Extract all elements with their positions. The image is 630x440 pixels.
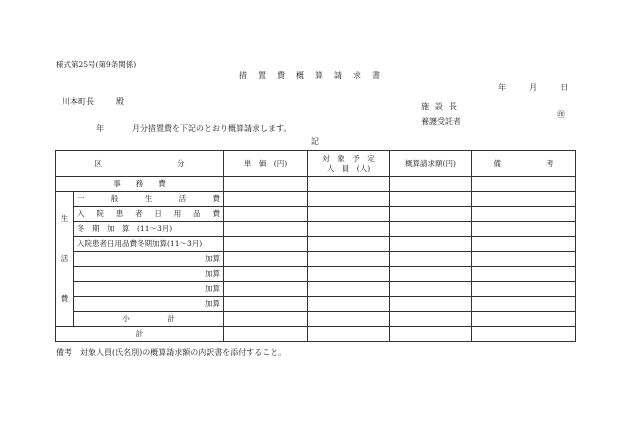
row-label-kasan: 加算 xyxy=(74,267,224,282)
request-table xyxy=(55,150,576,342)
header-amount: 概算請求額(円) xyxy=(390,151,472,177)
cell-remarks[interactable] xyxy=(472,192,576,207)
cell-amount[interactable] xyxy=(390,312,472,327)
table-row xyxy=(56,312,576,327)
table-row xyxy=(56,237,576,252)
date-day: 日 xyxy=(560,83,569,92)
cell-amount[interactable] xyxy=(390,297,472,312)
cell-remarks[interactable] xyxy=(472,222,576,237)
cell-unit-price[interactable] xyxy=(224,327,308,342)
seal-mark: ㊞ xyxy=(557,110,565,119)
cell-remarks[interactable] xyxy=(472,282,576,297)
date-month: 月 xyxy=(529,83,538,92)
table-row xyxy=(56,192,576,207)
row-label-total: 計 xyxy=(56,327,224,342)
cell-amount[interactable] xyxy=(390,327,472,342)
date-year: 年 xyxy=(498,83,506,92)
cell-amount[interactable] xyxy=(390,237,472,252)
table-row xyxy=(56,282,576,297)
table-row xyxy=(56,222,576,237)
cell-amount[interactable] xyxy=(390,207,472,222)
cell-unit-price[interactable] xyxy=(224,192,308,207)
date-line xyxy=(498,83,568,93)
table-row xyxy=(56,267,576,282)
header-persons-line2: 人 員 (人) xyxy=(326,163,371,173)
cell-unit-price[interactable] xyxy=(224,177,308,192)
addressee-honorific: 殿 xyxy=(116,97,124,106)
cell-persons[interactable] xyxy=(308,207,390,222)
request-text: 月分措置費を下記のとおり概算請求します。 xyxy=(132,124,292,133)
cell-unit-price[interactable] xyxy=(224,282,308,297)
table-row xyxy=(56,177,576,192)
cell-persons[interactable] xyxy=(308,222,390,237)
cell-remarks[interactable] xyxy=(472,327,576,342)
cell-remarks[interactable] xyxy=(472,252,576,267)
cell-persons[interactable] xyxy=(308,312,390,327)
facility-head-label: 施設長 xyxy=(421,102,463,111)
cell-amount[interactable] xyxy=(390,222,472,237)
cell-persons[interactable] xyxy=(308,297,390,312)
cell-persons[interactable] xyxy=(308,192,390,207)
cell-persons[interactable] xyxy=(308,252,390,267)
cell-unit-price[interactable] xyxy=(224,222,308,237)
row-label-kasan: 加算 xyxy=(74,297,224,312)
cell-unit-price[interactable] xyxy=(224,267,308,282)
cell-unit-price[interactable] xyxy=(224,297,308,312)
row-label-jimuhi: 事 務 費 xyxy=(56,177,224,192)
row-label-ippan: 一 般 生 活 費 xyxy=(74,192,224,207)
header-remarks: 備 考 xyxy=(472,151,576,177)
header-persons-line1: 対 象 予 定 xyxy=(322,153,375,163)
table-row xyxy=(56,297,576,312)
cell-remarks[interactable] xyxy=(472,267,576,282)
cell-amount[interactable] xyxy=(390,267,472,282)
seikatsu-char-1: 生 xyxy=(60,214,69,223)
table-header-row xyxy=(56,151,576,177)
cell-remarks[interactable] xyxy=(472,177,576,192)
row-label-nyuin-toki: 入院患者日用品費冬期加算(11～3月) xyxy=(74,237,224,252)
ki-label: 記 xyxy=(311,137,319,146)
cell-unit-price[interactable] xyxy=(224,312,308,327)
request-line xyxy=(96,124,291,134)
table-row xyxy=(56,252,576,267)
addressee-name: 川本町長 xyxy=(62,97,94,106)
header-unit-price: 単 価 (円) xyxy=(224,151,308,177)
cell-persons[interactable] xyxy=(308,267,390,282)
cell-amount[interactable] xyxy=(390,252,472,267)
footnote: 備考 対象人員(氏名別)の概算請求額の内訳書を添付すること。 xyxy=(56,348,287,357)
addressee xyxy=(62,97,124,107)
table-row xyxy=(56,327,576,342)
row-label-subtotal: 小 計 xyxy=(74,312,224,327)
seikatsu-char-2: 活 xyxy=(60,254,69,263)
header-kubun: 区 分 xyxy=(56,151,224,177)
cell-remarks[interactable] xyxy=(472,297,576,312)
cell-unit-price[interactable] xyxy=(224,207,308,222)
cell-remarks[interactable] xyxy=(472,207,576,222)
row-label-kasan: 加算 xyxy=(74,282,224,297)
cell-amount[interactable] xyxy=(390,177,472,192)
seikatsu-char-3: 費 xyxy=(60,294,69,303)
cell-amount[interactable] xyxy=(390,192,472,207)
seikatsu-group-label xyxy=(56,192,74,327)
table-row xyxy=(56,207,576,222)
form-number: 様式第25号(第9条関係) xyxy=(56,60,137,69)
header-persons xyxy=(308,151,390,177)
row-label-nyuin: 入院患者日用品費 xyxy=(74,207,224,222)
row-label-kasan: 加算 xyxy=(74,252,224,267)
consignee-label: 養護受託者 xyxy=(421,117,461,126)
row-label-toki: 冬 期 加 算 (11～3月) xyxy=(74,222,224,237)
cell-unit-price[interactable] xyxy=(224,237,308,252)
cell-remarks[interactable] xyxy=(472,312,576,327)
document-title: 措置費概算請求書 xyxy=(239,71,391,80)
cell-persons[interactable] xyxy=(308,282,390,297)
cell-unit-price[interactable] xyxy=(224,252,308,267)
cell-persons[interactable] xyxy=(308,327,390,342)
cell-remarks[interactable] xyxy=(472,237,576,252)
cell-persons[interactable] xyxy=(308,177,390,192)
cell-persons[interactable] xyxy=(308,237,390,252)
cell-amount[interactable] xyxy=(390,282,472,297)
request-year: 年 xyxy=(96,124,104,133)
